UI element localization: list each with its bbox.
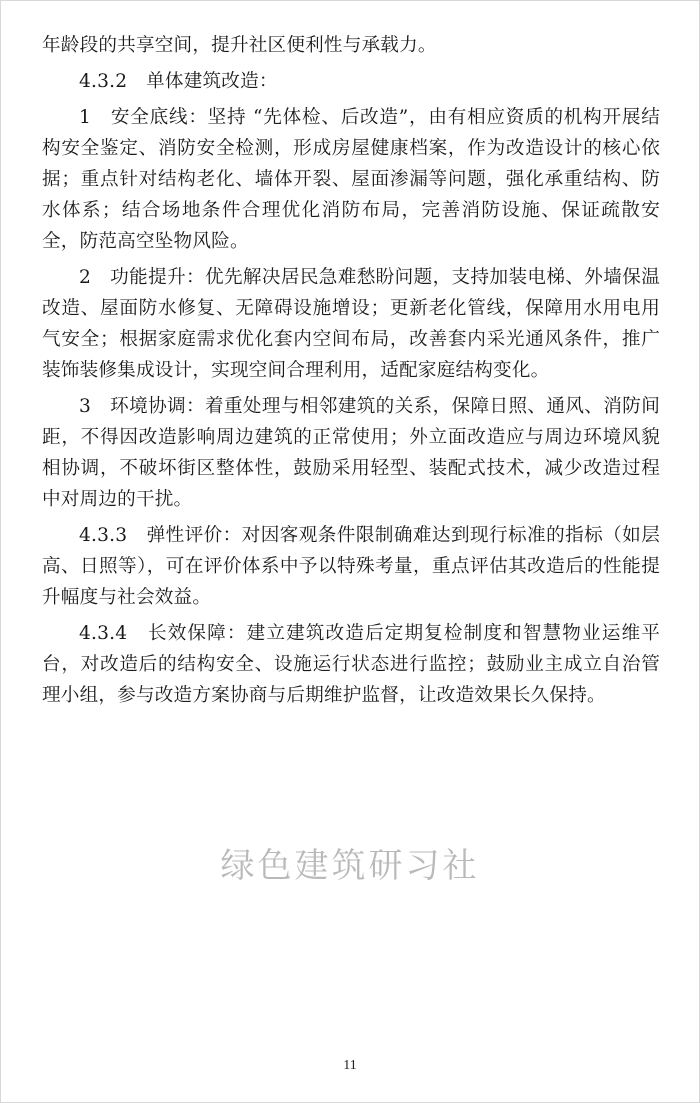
paragraph-environment: 3 环境协调：着重处理与相邻建筑的关系，保障日照、通风、消防间距，不得因改造影响周边建筑的正常使用；外立面改造应与周边环境风貌相协调，不破坏街区整体性，鼓励采用轻型、装配式技术，减少改造过程中对周边的干扰。 (42, 396, 660, 510)
paragraph-safety: 1 安全底线：坚持 “先体检、后改造”，由有相应资质的机构开展结构安全鉴定、消防安全检测，形成房屋健康档案，作为改造设计的核心依据；重点针对结构老化、墙体开裂、屋面渗漏等问题，强化承重结构、防水体系；结合场地条件合理优化消防布局，完善消防设施、保证疏散安全，防范高空坠物风险。 (42, 107, 660, 252)
section-heading-4-3-2: 4.3.2 单体建筑改造： (79, 71, 278, 92)
paragraph-4-3-4: 4.3.4 长效保障：建立建筑改造后定期复检制度和智慧物业运维平台，对改造后的结构安全、设施运行状态进行监控；鼓励业主成立自治管理小组，参与改造方案协商与后期维护监督，让改造效果长久保持。 (42, 623, 660, 706)
paragraph-function: 2 功能提升：优先解决居民急难愁盼问题，支持加装电梯、外墙保温改造、屋面防水修复、无障碍设施增设；更新老化管线，保障用水用电用气安全；根据家庭需求优化套内空间布局，改善套内采光通风条件，推广装饰装修集成设计，实现空间合理利用，适配家庭结构变化。 (42, 267, 660, 381)
paragraph-4-3-3: 4.3.3 弹性评价：对因客观条件限制确难达到现行标准的指标（如层高、日照等），可在评价体系中予以特殊考量，重点评估其改造后的性能提升幅度与社会效益。 (42, 525, 660, 608)
document-body (42, 30, 660, 716)
paragraph-continuation: 年龄段的共享空间，提升社区便利性与承载力。 (42, 35, 437, 56)
watermark: 绿色建筑研习社 (220, 846, 480, 886)
page-number: 11 (343, 1058, 357, 1073)
